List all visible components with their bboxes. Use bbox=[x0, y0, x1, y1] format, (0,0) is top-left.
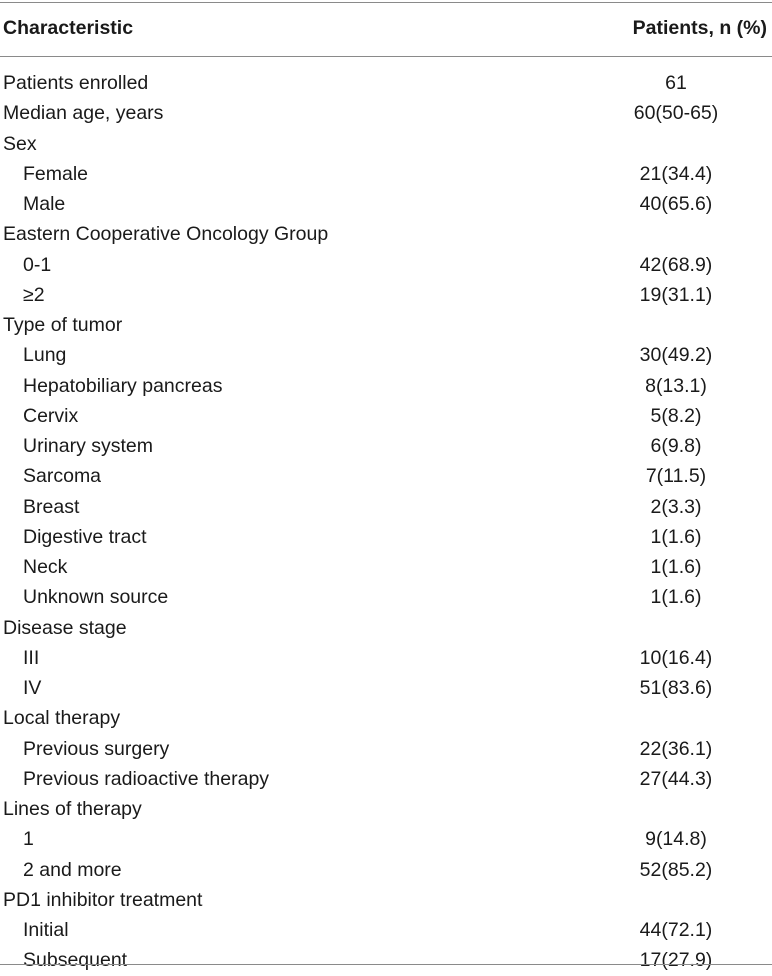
table-bottom-rule bbox=[0, 964, 772, 965]
row-label: Urinary system bbox=[23, 435, 154, 457]
table-row-subitem bbox=[0, 280, 772, 310]
row-label: Subsequent bbox=[23, 949, 128, 972]
row-value: 60(50-65) bbox=[633, 102, 719, 125]
table-row-subitem bbox=[0, 522, 772, 552]
table-header bbox=[0, 2, 772, 56]
table-row-category bbox=[0, 794, 772, 824]
table-row-subitem bbox=[0, 552, 772, 582]
row-label: 0-1 bbox=[23, 253, 52, 276]
row-value: 7(11.5) bbox=[645, 465, 707, 488]
row-label: Eastern Cooperative Oncology Group bbox=[3, 223, 329, 246]
row-value: 8(13.1) bbox=[645, 374, 707, 397]
header-characteristic: Characteristic bbox=[3, 17, 134, 39]
row-value: 42(68.9) bbox=[639, 253, 713, 276]
table-row-category bbox=[0, 703, 772, 733]
row-label: Local therapy bbox=[3, 707, 121, 730]
row-label: Initial bbox=[23, 919, 69, 941]
row-value: 44(72.1) bbox=[639, 919, 713, 941]
row-label: Previous radioactive therapy bbox=[23, 767, 270, 790]
row-value: 2(3.3) bbox=[650, 495, 702, 518]
row-label: PD1 inhibitor treatment bbox=[3, 888, 203, 911]
row-label: 1 bbox=[23, 828, 34, 851]
table-row-subitem bbox=[0, 824, 772, 854]
row-label: Male bbox=[23, 193, 66, 215]
row-label: Sex bbox=[3, 132, 37, 155]
table-row-category bbox=[0, 613, 772, 643]
row-label: ≥2 bbox=[23, 283, 45, 306]
table-row-subitem bbox=[0, 340, 772, 370]
row-label: Unknown source bbox=[23, 586, 169, 609]
row-value: 9(14.8) bbox=[645, 828, 707, 851]
row-value: 1(1.6) bbox=[650, 556, 702, 578]
row-value: 30(49.2) bbox=[639, 344, 713, 367]
row-value: 5(8.2) bbox=[650, 404, 702, 427]
row-value: 52(85.2) bbox=[639, 858, 713, 881]
table-row-subitem bbox=[0, 764, 772, 794]
row-value: 27(44.3) bbox=[639, 767, 713, 790]
row-label: Sarcoma bbox=[23, 465, 102, 488]
table-row-subitem bbox=[0, 673, 772, 703]
table-row-subitem bbox=[0, 371, 772, 401]
table-row-subitem bbox=[0, 492, 772, 522]
row-label: IV bbox=[23, 677, 42, 699]
row-label: Hepatobiliary pancreas bbox=[23, 374, 223, 397]
table-row-category bbox=[0, 885, 772, 915]
table-row-category bbox=[0, 129, 772, 159]
row-label: Patients enrolled bbox=[3, 72, 149, 94]
row-label: Digestive tract bbox=[23, 525, 147, 548]
row-label: Neck bbox=[23, 556, 68, 578]
row-label: Disease stage bbox=[3, 616, 127, 639]
table-row-subitem bbox=[0, 401, 772, 431]
row-label: Cervix bbox=[23, 404, 79, 427]
table-header-rule bbox=[0, 56, 772, 57]
table-row-subitem bbox=[0, 159, 772, 189]
row-label: Type of tumor bbox=[3, 314, 123, 336]
table-row-subitem bbox=[0, 461, 772, 491]
row-label: Breast bbox=[23, 495, 80, 518]
row-label: Female bbox=[23, 162, 89, 185]
row-value: 6(9.8) bbox=[650, 435, 702, 457]
row-value: 22(36.1) bbox=[639, 737, 713, 760]
table-row-subitem bbox=[0, 643, 772, 673]
table-row-category bbox=[0, 219, 772, 249]
row-value: 61 bbox=[665, 72, 687, 94]
row-value: 19(31.1) bbox=[639, 283, 713, 306]
row-label: Lines of therapy bbox=[3, 798, 142, 820]
row-value: 21(34.4) bbox=[639, 162, 713, 185]
row-value: 40(65.6) bbox=[639, 193, 713, 215]
row-label: Median age, years bbox=[3, 102, 164, 125]
table-row-subitem bbox=[0, 945, 772, 975]
row-value: 51(83.6) bbox=[639, 677, 713, 699]
table-row-category bbox=[0, 310, 772, 340]
header-patients: Patients, n (%) bbox=[632, 17, 767, 39]
table-row-subitem bbox=[0, 431, 772, 461]
row-value: 1(1.6) bbox=[650, 525, 702, 548]
row-label: Lung bbox=[23, 344, 67, 367]
table-row-subitem bbox=[0, 734, 772, 764]
table-row-subitem bbox=[0, 189, 772, 219]
table-row-subitem bbox=[0, 855, 772, 885]
table-row-category bbox=[0, 98, 772, 128]
row-label: Previous surgery bbox=[23, 737, 170, 760]
row-value: 17(27.9) bbox=[639, 949, 713, 972]
table-row-category bbox=[0, 68, 772, 98]
row-label: 2 and more bbox=[23, 858, 122, 881]
row-value: 10(16.4) bbox=[639, 646, 713, 669]
table-row-subitem bbox=[0, 915, 772, 945]
table-body bbox=[0, 68, 772, 976]
table-row-subitem bbox=[0, 250, 772, 280]
row-value: 1(1.6) bbox=[650, 586, 702, 609]
table-row-subitem bbox=[0, 582, 772, 612]
row-label: III bbox=[23, 646, 40, 669]
